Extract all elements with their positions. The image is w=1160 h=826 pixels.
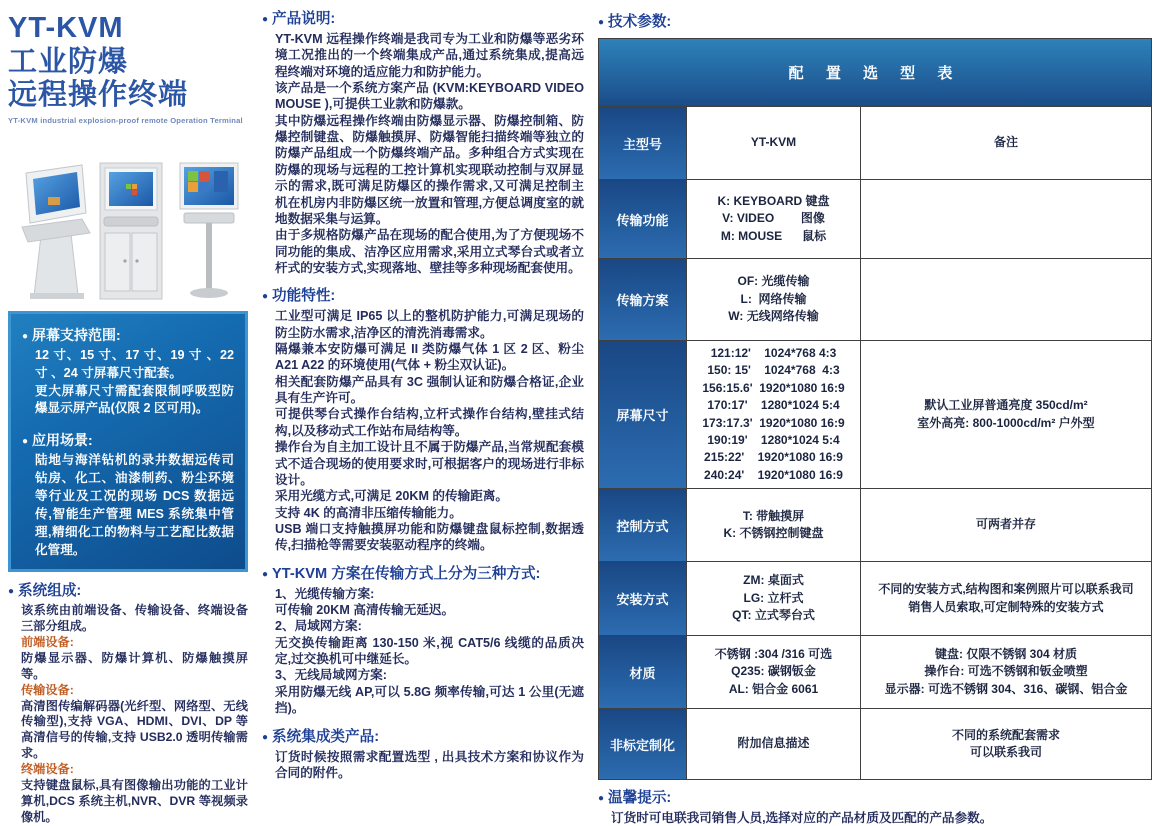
- tip-text: 订货时可电联我司销售人员,选择对应的产品材质及匹配的产品参数。: [611, 810, 993, 825]
- content-paragraph: 由于多规格防爆产品在现场的配合使用,为了方便现场不同功能的集成、洁净区应用需求,采用立式琴台式或者立杆式的安装方式,实现落地、壁挂等多种现场配套使用。: [275, 228, 584, 275]
- system-intro: 该系统由前端设备、传输设备、终端设备三部分组成。: [21, 603, 248, 634]
- row-remark-cell: [861, 180, 1151, 258]
- row-label: 安装方式: [616, 592, 669, 607]
- page-title-line: 远程操作终端: [8, 79, 189, 112]
- row-label: 屏幕尺寸: [616, 408, 669, 423]
- content-paragraph: 支持 4K 的高清非压缩传输能力。: [275, 505, 462, 520]
- content-paragraph: 隔爆兼本安防爆可满足 II 类防爆气体 1 区 2 区、粉尘 A21 A22 的环境使用(气体 + 粉尘双认证)。: [275, 342, 584, 373]
- content-section-heading: [262, 565, 584, 584]
- bullet-icon: ●: [22, 436, 29, 448]
- row-label-cell: [599, 180, 687, 258]
- row-label: 传输方案: [616, 293, 669, 308]
- row-value-cell: [687, 341, 861, 488]
- content-paragraph: 可传输 20KM 高清传输无延迟。: [275, 603, 455, 618]
- value-line: YT-KVM: [750, 135, 797, 150]
- row-label: 主型号: [622, 136, 662, 152]
- remark-line: 显示器: 可选不锈钢 304、316、碳钢、铝合金: [884, 681, 1128, 696]
- row-label: 控制方式: [616, 518, 669, 534]
- row-label-cell: [599, 489, 687, 561]
- panel-section-heading: [22, 431, 234, 451]
- value-line: K: KEYBOARD 键盘: [717, 193, 830, 208]
- content-paragraph: 操作台为自主加工设计且不属于防爆产品,当常规配套模式不适合现场的使用要求时,可根据客户的现场进行非标设计。: [275, 440, 584, 487]
- content-section: [262, 10, 584, 276]
- tip-heading: ● 温馨提示:: [598, 790, 672, 806]
- value-line: K: 不锈钢控制键盘: [723, 526, 824, 540]
- table-row: [599, 709, 1151, 779]
- panel-paragraph: 12 寸、15 寸、17 寸、19 寸 、22 寸 、24 寸屏幕尺寸配套。: [35, 347, 234, 380]
- table-row: [599, 341, 1151, 489]
- content-paragraph: 订货时候按照需求配置选型 , 出具技术方案和协议作为合同的附件。: [275, 749, 584, 780]
- value-line: V: VIDEO 图像: [722, 211, 825, 226]
- kiosk-terminals-image: [8, 135, 248, 303]
- content-paragraph: YT-KVM 远程操作终端是我司专为工业和防爆等恶劣环境工况推出的一个终端集成产品,通过系统集成,提高远程终端对环境的适应能力和防护能力。: [275, 31, 584, 79]
- section-heading-text: 系统组成:: [18, 583, 82, 600]
- row-remark-cell: [861, 489, 1151, 561]
- device-group-label: 前端设备:: [21, 635, 74, 650]
- value-line: Q235: 碳钢钣金: [731, 664, 816, 679]
- value-line: 173:17.3' 1920*1080 16:9: [702, 415, 845, 430]
- device-group-text: 高清图传编解码器(光纤型、网络型、无线传输型),支持 VGA、HDMI、DVI、DP 等高清信号的传输,支持 USB2.0 透明传输需求。: [21, 698, 248, 761]
- row-label-cell: [599, 259, 687, 340]
- bullet-icon: ●: [598, 17, 605, 28]
- title-block: [8, 6, 248, 125]
- row-value-cell: [687, 180, 861, 258]
- remark-line: 可以联系我司: [969, 745, 1042, 759]
- value-line: LG: 立杆式: [743, 590, 804, 605]
- panel-section: [22, 326, 234, 418]
- content-paragraph: 其中防爆远程操作终端由防爆显示器、防爆控制箱、防爆控制键盘、防爆触摸屏、防爆智能扫描终端等独立的防爆产品组成一个防爆终端产品。多种组合方式实现在防爆的现场与远程的工控计算机实现联动控制与双屏显示的需求,既可满足防爆区的操作需求,又可满足控制主机在机房内非防爆区统一放置和管理,方便总调度室的就地数据采集与运算。: [275, 113, 584, 226]
- row-value-cell: [687, 259, 861, 340]
- page-subtitle: YT-KVM industrial explosion-proof remote Operation Terminal: [8, 115, 243, 125]
- content-paragraph: 采用光缆方式,可满足 20KM 的传输距离。: [275, 489, 508, 504]
- value-line: T: 带触摸屏: [742, 508, 805, 523]
- remark-line: 销售人员索取,可定制特殊的安装方式: [908, 599, 1104, 614]
- row-remark-cell: [861, 709, 1151, 779]
- left-column: [8, 6, 248, 824]
- value-line: 215:22' 1920*1080 16:9: [704, 450, 843, 465]
- row-remark-cell: [861, 562, 1151, 635]
- value-line: QT: 立式琴台式: [732, 608, 815, 623]
- device-group-label: 传输设备:: [21, 682, 74, 697]
- remark-line: 不同的系统配套需求: [951, 727, 1060, 742]
- row-value-cell: [687, 709, 861, 779]
- remark-line: 不同的安装方式,结构图和案例照片可以联系我司: [878, 582, 1134, 597]
- table-row: [599, 636, 1151, 709]
- row-value-cell: [687, 636, 861, 708]
- row-label-cell: [599, 107, 687, 179]
- table-row: [599, 562, 1151, 636]
- row-label-cell: [599, 709, 687, 779]
- row-value-cell: [687, 107, 861, 179]
- content-paragraph: 可提供琴台式操作台结构,立杆式操作台结构,壁挂式结构,以及移动式工作站布局结构等。: [275, 407, 584, 438]
- kiosk-pedestal: [22, 165, 90, 299]
- value-line: 190:19' 1280*1024 5:4: [707, 432, 840, 447]
- kiosk-pole-mounted: [180, 163, 238, 298]
- remark-line: 室外高亮: 800-1000cd/m² 户外型: [917, 415, 1095, 430]
- value-line: AL: 铝合金 6061: [728, 681, 819, 696]
- content-section: [262, 728, 584, 782]
- content-paragraph: USB 端口支持触摸屏功能和防爆键盘鼠标控制,数据透传,扫描枪等需要安装驱动程序的终端。: [275, 522, 584, 553]
- bullet-icon: ●: [262, 731, 269, 743]
- value-line: 附加信息描述: [737, 736, 810, 751]
- remark-line: 默认工业屏普通亮度 350cd/m²: [924, 398, 1088, 413]
- row-label: 传输功能: [616, 212, 669, 228]
- row-label-cell: [599, 636, 687, 708]
- product-images: [8, 135, 248, 303]
- panel-section-heading: [22, 326, 234, 346]
- section-heading-text: 屏幕支持范围:: [32, 326, 121, 343]
- row-label: 非标定制化: [609, 737, 675, 753]
- value-line: W: 无线网络传输: [728, 309, 819, 324]
- system-heading: [8, 582, 248, 601]
- content-section-heading: [262, 728, 584, 747]
- remark-line: 可两者并存: [975, 517, 1036, 532]
- content-section-heading: [262, 287, 584, 306]
- value-line: OF: 光缆传输: [737, 274, 810, 289]
- content-paragraph: 采用防爆无线 AP,可以 5.8G 频率传输,可达 1 公里(无遮挡)。: [275, 684, 584, 716]
- page-title: [8, 12, 248, 113]
- value-line: M: MOUSE 鼠标: [720, 228, 827, 243]
- remark-line: 键盘: 仅限不锈钢 304 材质: [934, 646, 1078, 661]
- table-row: [599, 489, 1151, 562]
- page-title-line: 工业防爆: [8, 45, 129, 78]
- bullet-icon: ●: [8, 586, 15, 598]
- remark-line: 备注: [993, 135, 1018, 150]
- row-remark-cell: [861, 259, 1151, 340]
- value-line: ZM: 桌面式: [743, 573, 804, 588]
- device-group-text: 支持键盘鼠标,具有图像输出功能的工业计算机,DCS 系统主机,NVR、DVR 等视频录像机。: [21, 777, 248, 824]
- tip-section: [598, 789, 1152, 826]
- system-composition-section: [8, 582, 248, 825]
- bullet-icon: ●: [262, 14, 269, 25]
- value-line: 121:12' 1024*768 4:3: [710, 345, 837, 360]
- remark-line: 操作台: 可选不锈钢和钣金喷塑: [924, 664, 1088, 679]
- value-line: 240:24' 1920*1080 16:9: [704, 467, 843, 482]
- screen-support-panel: [8, 311, 248, 573]
- row-remark-cell: [861, 107, 1151, 179]
- row-label-cell: [599, 562, 687, 635]
- middle-column: [262, 6, 584, 820]
- content-paragraph: 3、无线局域网方案:: [275, 668, 387, 683]
- content-paragraph: 工业型可满足 IP65 以上的整机防护能力,可满足现场的防尘防水需求,洁净区的清洗消毒需求。: [275, 309, 584, 340]
- content-section: [262, 287, 584, 553]
- value-line: 不锈钢 :304 /316 可选: [714, 646, 833, 661]
- content-paragraph: 该产品是一个系统方案产品 (KVM:KEYBOARD VIDEO MOUSE ),可提供工业款和防爆款。: [275, 81, 584, 112]
- bullet-icon: ●: [262, 568, 269, 580]
- content-section: [262, 565, 584, 717]
- bullet-icon: ●: [598, 793, 605, 804]
- row-value-cell: [687, 489, 861, 561]
- content-paragraph: 2、局域网方案:: [275, 619, 362, 634]
- value-line: 170:17' 1280*1024 5:4: [707, 398, 840, 413]
- value-line: 150: 15' 1024*768 4:3: [707, 363, 840, 378]
- page-title-line: YT-KVM: [8, 12, 124, 44]
- row-remark-cell: [861, 341, 1151, 488]
- bullet-icon: ●: [22, 330, 29, 342]
- row-value-cell: [687, 562, 861, 635]
- value-line: L: 网络传输: [740, 291, 807, 306]
- bullet-icon: ●: [262, 291, 269, 303]
- panel-paragraph: 更大屏幕尺寸需配套限制呼吸型防爆显示屏产品(仅限 2 区可用)。: [35, 383, 234, 416]
- row-remark-cell: [861, 636, 1151, 708]
- section-heading-text: 功能特性:: [272, 288, 336, 305]
- kiosk-cabinet: [100, 163, 162, 299]
- panel-section: [22, 431, 234, 559]
- config-selection-table: [598, 38, 1152, 780]
- tech-params-heading: ● 技术参数:: [598, 14, 672, 30]
- section-heading-text: 系统集成类产品:: [272, 728, 380, 745]
- section-heading-text: 应用场景:: [32, 432, 93, 449]
- section-heading-text: YT-KVM 方案在传输方式上分为三种方式:: [272, 565, 541, 582]
- content-paragraph: 相关配套防爆产品具有 3C 强制认证和防爆合格证,企业具有生产许可。: [275, 374, 584, 406]
- content-paragraph: 无交换传输距离 130-150 米,视 CAT5/6 线缆的品质决定,过交换机可中继延长。: [275, 635, 584, 667]
- table-row: [599, 259, 1151, 341]
- value-line: 156:15.6' 1920*1080 16:9: [702, 380, 845, 395]
- right-column: [598, 6, 1152, 825]
- panel-paragraph: 陆地与海洋钻机的录井数据远传司钻房、化工、油漆制药、粉尘环境等行业及工况的现场 DCS 数据远传,智能生产管理 MES 系统集中管理,精细化工的物料与工艺配比数据化管理。: [35, 453, 234, 557]
- table-title: 配 置 选 型 表: [599, 39, 1151, 107]
- content-section-heading: [262, 10, 584, 29]
- content-paragraph: 1、光缆传输方案:: [275, 586, 375, 601]
- row-label-cell: [599, 341, 687, 488]
- section-heading-text: 产品说明:: [272, 11, 336, 27]
- table-row: [599, 180, 1151, 259]
- device-group-text: 防爆显示器、防爆计算机、防爆触摸屏等。: [21, 650, 248, 681]
- device-group-label: 终端设备:: [21, 761, 74, 776]
- row-label: 材质: [629, 665, 656, 681]
- table-row: [599, 107, 1151, 180]
